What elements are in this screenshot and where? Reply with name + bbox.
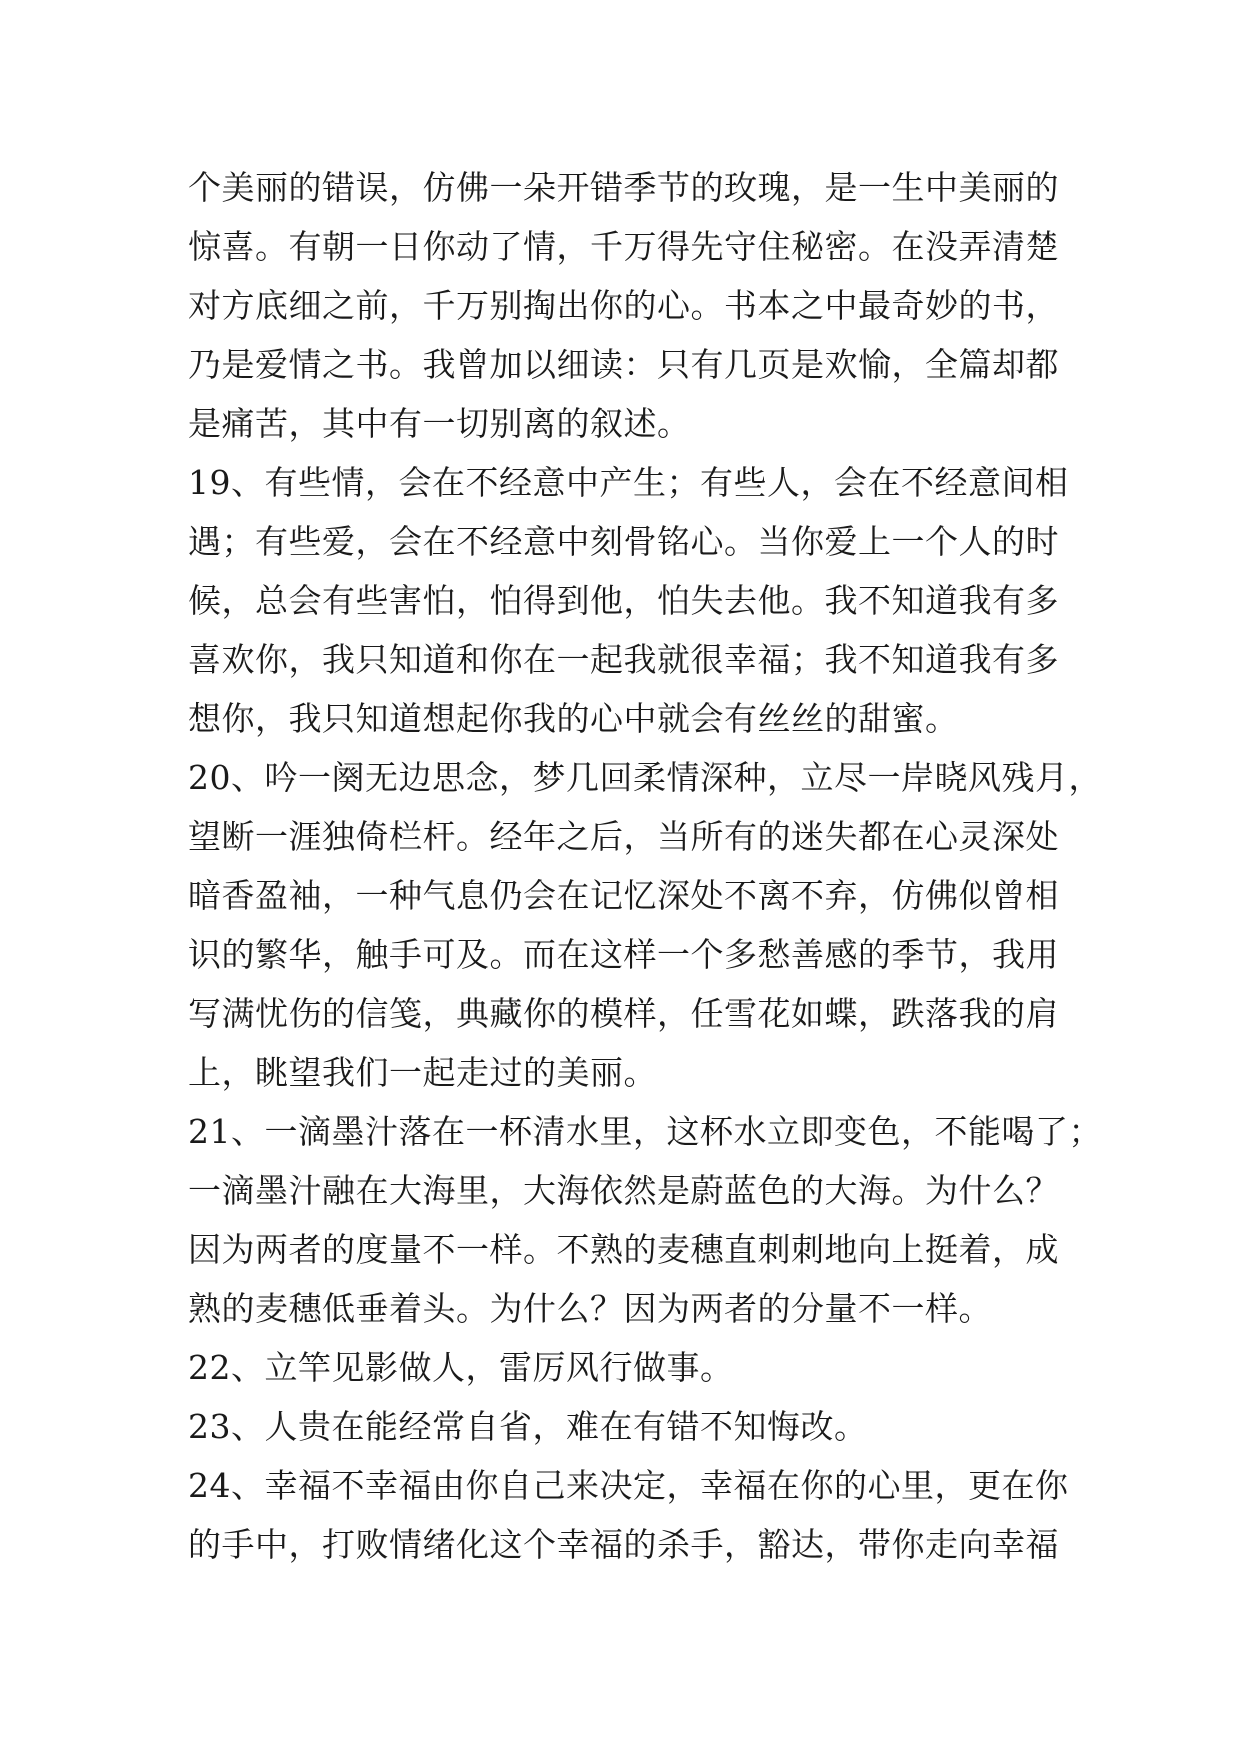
text-line: 暗香盈袖，一种气息仍会在记忆深处不离不弃，仿佛似曾相 — [188, 876, 1059, 915]
text-line: 个美丽的错误，仿佛一朵开错季节的玫瑰，是一生中美丽的 — [188, 168, 1059, 207]
text-line: 乃是爱情之书。我曾加以细读：只有几页是欢愉，全篇却都 — [188, 345, 1059, 384]
text-line: 喜欢你，我只知道和你在一起我就很幸福；我不知道我有多 — [188, 640, 1059, 679]
text-line: 20、吟一阕无边思念，梦几回柔情深种，立尽一岸晓风残月， — [188, 758, 1102, 797]
text-line: 遇；有些爱，会在不经意中刻骨铭心。当你爱上一个人的时 — [188, 522, 1059, 561]
text-line: 的手中，打败情绪化这个幸福的杀手，豁达，带你走向幸福 — [188, 1525, 1059, 1564]
text-line: 是痛苦，其中有一切别离的叙述。 — [188, 404, 691, 443]
text-line: 一滴墨汁融在大海里，大海依然是蔚蓝色的大海。为什么？ — [188, 1171, 1059, 1210]
text-line: 写满忧伤的信笺，典藏你的模样，任雪花如蝶，跌落我的肩 — [188, 994, 1059, 1033]
document-body — [188, 158, 1102, 1574]
text-line: 望断一涯独倚栏杆。经年之后，当所有的迷失都在心灵深处 — [188, 817, 1059, 856]
text-line: 上，眺望我们一起走过的美丽。 — [188, 1053, 657, 1092]
text-line: 识的繁华，触手可及。而在这样一个多愁善感的季节，我用 — [188, 935, 1059, 974]
text-line: 21、一滴墨汁落在一杯清水里，这杯水立即变色，不能喝了； — [188, 1112, 1102, 1151]
text-line: 因为两者的度量不一样。不熟的麦穗直刺刺地向上挺着，成 — [188, 1230, 1059, 1269]
text-line: 22、立竿见影做人，雷厉风行做事。 — [188, 1348, 734, 1387]
text-line: 23、人贵在能经常自省，难在有错不知悔改。 — [188, 1407, 868, 1446]
text-line: 想你，我只知道想起你我的心中就会有丝丝的甜蜜。 — [188, 699, 959, 738]
text-line: 惊喜。有朝一日你动了情，千万得先守住秘密。在没弄清楚 — [188, 227, 1059, 266]
text-line: 对方底细之前，千万别掏出你的心。书本之中最奇妙的书， — [188, 286, 1059, 325]
text-line: 候，总会有些害怕，怕得到他，怕失去他。我不知道我有多 — [188, 581, 1059, 620]
text-line: 19、有些情，会在不经意中产生；有些人，会在不经意间相 — [188, 463, 1069, 502]
text-line: 熟的麦穗低垂着头。为什么？因为两者的分量不一样。 — [188, 1289, 992, 1328]
text-line: 24、幸福不幸福由你自己来决定，幸福在你的心里，更在你 — [188, 1466, 1069, 1505]
